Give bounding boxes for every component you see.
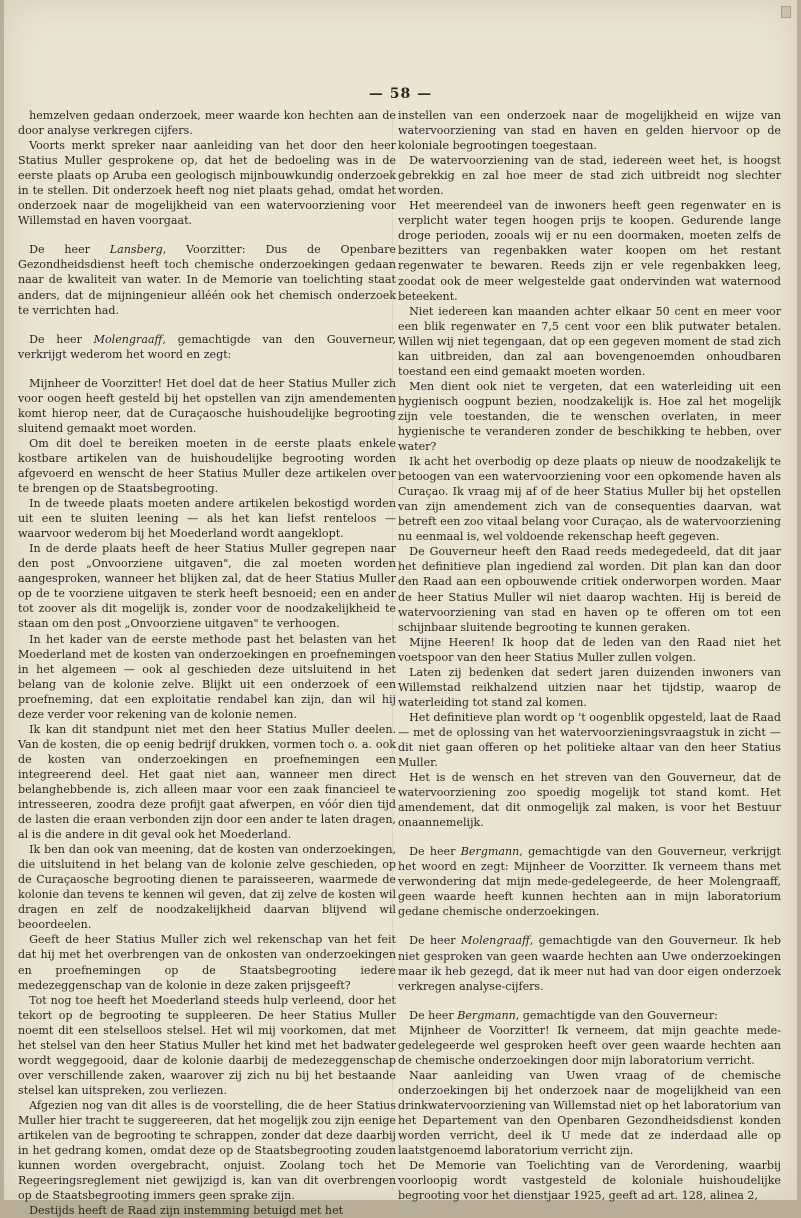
right-column xyxy=(398,108,781,1203)
paragraph xyxy=(18,138,396,228)
paragraph-text: Voorts merkt spreker naar aanleiding van het door den heer Statius Muller gesprokene op, dat het de bedoeling was in de eerste plaats op Aruba een geologisch mijnbouwkundig onderzoek in te stellen. Dit onderzoek heeft nog niet plaats gehad, omdat het onderzoek naar de mogelijkheid van een watervoorziening voor Willemstad en haven voorgaat. xyxy=(18,139,396,228)
paragraph-text: In het kader van de eerste methode past het belasten van het Moederland met de kosten van onderzoekingen en proefnemingen in het algemeen — ook al geschieden deze uitsluitend in het belang van de kolonie zelve. Blijkt uit een onderzoek of een proefneming, dat een exploitatie rendabel kan zijn, dan wil hij deze verder voor rekening van de kolonie nemen. xyxy=(18,632,396,721)
paragraph xyxy=(398,844,781,919)
paragraph xyxy=(18,993,396,1098)
paragraph xyxy=(18,376,396,436)
paragraph xyxy=(398,1158,781,1203)
paragraph xyxy=(398,1068,781,1158)
paragraph-text: De watervoorziening van de stad, iedereen weet het, is hoogst gebrekkig en zal hoe meer de stad zich uitbreidt nog slechter worden. xyxy=(398,154,781,198)
paragraph-text: Men dient ook niet te vergeten, dat een waterleiding uit een hygienisch oogpunt bezien, noodzakelijk is. Hoe zal het mogelijk zijn vele toestanden, die te wenschen overlaten, in meer hygienische te veranderen zonder de beschikking te hebben, over water? xyxy=(398,379,781,454)
paragraph xyxy=(18,541,396,631)
paragraph-text: In de derde plaats heeft de heer Statius Muller gegrepen naar den post „Onvoorziene uitgaven", die zal moeten worden aangesproken, wanneer het blijken zal, dat de heer Statius Muller op de te voorziene uitgaven te sterk heeft besnoeid; een en ander tot zoover als dit mogelijk is, zonder voor de noodzakelijkheid te staan om den post „Onvoorziene uitgaven" te verhoogen. xyxy=(18,542,396,631)
paragraph xyxy=(398,665,781,710)
paragraph xyxy=(398,198,781,303)
paragraph xyxy=(398,153,781,198)
paragraph-text: Destijds heeft de Raad zijn instemming betuigd met het xyxy=(29,1204,344,1218)
paragraph-text: , Voorzitter: Dus de Openbare Gezondheidsdienst heeft toch chemische onderzoekingen gedaan naar de kwaliteit van water. In de Memorie van toelichting staat anders, dat de mijningenieur alléén ook het chemisch onderzoek te verrichten had. xyxy=(18,243,396,317)
paragraph-text: , gemachtigde van den Gouverneur: xyxy=(515,1008,718,1022)
paragraph xyxy=(18,332,396,362)
paragraph xyxy=(398,1023,781,1068)
paragraph-text: , gemachtigde van den Gouverneur, verkrijgt wederom het woord en zegt: xyxy=(18,332,396,361)
left-column xyxy=(18,108,396,1218)
paragraph xyxy=(398,770,781,830)
page-tab-mark xyxy=(781,6,791,18)
paragraph-text: Ik kan dit standpunt niet met den heer Statius Muller deelen. Van de kosten, die op eenig bedrijf drukken, vormen toch o. a. ook de kosten van onderzoekingen en proefnemingen een integreerend deel. Het gaat niet aan, wanneer men direct belanghebbende is, zich alleen maar voor een zaak financieel te intresseeren, zoodra deze profijt gaat afwerpen, en vóór dien tijd de lasten die eraan verbonden zijn door een ander te laten dragen, al is die andere in dit geval ook het Moederland. xyxy=(18,722,396,842)
paragraph xyxy=(18,722,396,842)
paragraph xyxy=(18,242,396,317)
paragraph-text: Geeft de heer Statius Muller zich wel rekenschap van het feit dat hij met het overbrengen van de onkosten van onderzoekingen en proefnemingen op de Staatsbegrooting iedere medezeggenschap van de kolonie in deze zaken prijsgeeft? xyxy=(18,933,396,992)
paragraph-text: , gemachtigde van den Gouverneur, verkrijgt het woord en zegt: Mijnheer de Voorzitter. Ik verneem thans met verwondering dat mijn mede-gedelegeerde, de heer Molengraaff, geen waarde heeft kunnen hechten aan in mijn laboratorium gedane chemische onderzoekingen. xyxy=(398,845,781,919)
paragraph xyxy=(398,304,781,379)
paragraph xyxy=(18,932,396,992)
paragraph xyxy=(18,632,396,722)
paragraph-text: In de tweede plaats moeten andere artikelen bekostigd worden uit een te sluiten leening — als het kan liefst renteloos — waarvoor wederom bij het Moederland wordt aangeklopt. xyxy=(18,497,396,541)
paragraph-text: Mijne Heeren! Ik hoop dat de leden van den Raad niet het voetspoor van den heer Statius Muller zullen volgen. xyxy=(398,635,781,664)
paragraph-text: Niet iedereen kan maanden achter elkaar 50 cent en meer voor een blik regenwater en 7,5 cent voor een blik putwater betalen. Willen wij niet tegengaan, dat op een gegeven moment de stad zich kan uitbreiden, dan zal aan bovengenoemden onhoudbaren toestand een eind gemaakt moeten worden. xyxy=(398,304,781,378)
paragraph-text: Ik ben dan ook van meening, dat de kosten van onderzoekingen, die uitsluitend in het belang van de kolonie zelve geschieden, op de Curaçaosche begrooting dienen te paraisseeren, waarmede de kolonie dan tevens te kennen wil geven, dat zij zelve de kosten wil dragen en zelf de noodzakelijkheid daarvan blijvend wil beoordeelen. xyxy=(18,843,396,932)
paragraph-text: Mijnheer de Voorzitter! Ik verneem, dat mijn geachte mede-gedelegeerde wel gesproken heeft over geen waarde hechten aan de chemische onderzoekingen door mijn laboratorium verricht. xyxy=(398,1023,781,1067)
paragraph-text: Afgezien nog van dit alles is de voorstelling, die de heer Statius Muller hier tracht te suggereeren, dat het mogelijk zou zijn eenige artikelen van de begrooting te schrappen, zonder dat deze daarbij in het gedrang komen, omdat deze op de Staatsbegrooting zouden kunnen worden overgebracht, onjuist. Zoolang toch het Regeeringsreglement niet gewijzigd is, kan van dit overbrengen op de Staatsbegrooting immers geen sprake zijn. xyxy=(18,1098,396,1203)
paragraph-text: , gemachtigde van den Gouverneur. Ik heb niet gesproken van geen waarde hechten aan Uwe onderzoekingen maar ik heb gezegd, dat ik meer nut had van door eigen onderzoek verkregen analyse-cijfers. xyxy=(398,934,781,993)
paragraph xyxy=(18,842,396,932)
speaker-name: De heer Lansberg xyxy=(29,243,163,257)
paragraph-text: De Memorie van Toelichting van de Verordening, waarbij voorloopig wordt vastgesteld de koloniale huishoudelijke begrooting voor het dienstjaar 1925, geeft ad art. 128, alinea 2, xyxy=(398,1159,781,1203)
paragraph xyxy=(18,436,396,496)
paragraph-text: hemzelven gedaan onderzoek, meer waarde kon hechten aan de door analyse verkregen cijfers. xyxy=(18,109,396,138)
paragraph xyxy=(398,710,781,770)
speaker-name: De heer Molengraaff xyxy=(409,934,530,948)
paragraph xyxy=(18,1203,396,1218)
speaker-name: De heer Bergmann xyxy=(409,845,520,859)
speaker-name: De heer Bergmann xyxy=(409,1008,516,1022)
paragraph-text: Om dit doel te bereiken moeten in de eerste plaats enkele kostbare artikelen van de huishoudelijke begrooting worden afgevoerd en wenscht de heer Statius Muller deze artikelen over te brengen op de Staatsbegrooting. xyxy=(18,436,396,496)
paragraph-text: Mijnheer de Voorzitter! Het doel dat de heer Statius Muller zich voor oogen heeft gesteld bij het opstellen van zijn amendementen komt hierop neer, dat de Curaçaosche huishoudelijke begrooting sluitend gemaakt moet worden. xyxy=(18,376,396,435)
page-number: — 58 — xyxy=(368,86,433,102)
paragraph xyxy=(18,108,396,138)
speaker-name: De heer Molengraaff xyxy=(29,332,163,346)
paragraph-text: Het definitieve plan wordt op 't oogenblik opgesteld, laat de Raad — met de oplossing van het watervoorzieningsvraagstuk in zicht — dit niet gaan offeren op het politieke altaar van den heer Statius Muller. xyxy=(398,710,781,770)
paragraph-text: Laten zij bedenken dat sedert jaren duizenden inwoners van Willemstad reikhalzend uitzien naar het tijdstip, waarop de waterleiding tot stand zal komen. xyxy=(398,665,781,709)
paragraph xyxy=(398,108,781,153)
paragraph-text: instellen van een onderzoek naar de mogelijkheid en wijze van watervoorziening van stad en haven en gelden hiervoor op de koloniale begrootingen toegestaan. xyxy=(398,109,781,153)
paragraph xyxy=(18,496,396,541)
paragraph-text: Naar aanleiding van Uwen vraag of de chemische onderzoekingen bij het onderzoek naar de mogelijkheid van een drinkwatervoorziening van Willemstad niet op het laboratorium van het Departement van den Openbaren Gezondheidsdienst konden worden verricht, deel ik U mede dat ze inderdaad alle op laatstgenoemd laboratorium verricht zijn. xyxy=(398,1068,781,1158)
column-divider xyxy=(392,110,393,1190)
paragraph-text: Het meerendeel van de inwoners heeft geen regenwater en is verplicht water tegen hoogen prijs te koopen. Gedurende lange droge perioden, zooals wij er nu een doormaken, moeten zelfs de bezitters van regenbakken water koopen om het restant regenwater te bewaren. Reeds zijn er vele regenbakken leeg, zoodat ook de meer welgestelde gaat ondervinden wat waternood beteekent. xyxy=(398,199,781,303)
paragraph xyxy=(398,635,781,665)
document-page xyxy=(4,0,797,1218)
paragraph-text: Ik acht het overbodig op deze plaats op nieuw de noodzakelijk te betoogen van een watervoorziening voor een opkomende haven als Curaçao. Ik vraag mij af of de heer Statius Muller bij het opstellen van zijn amendement zich van de consequenties daarvan, wat betreft een zoo vitaal belang voor Curaçao, als de watervoorziening nu eenmaal is, wel voldoende rekenschap heeft gegeven. xyxy=(398,455,781,544)
paragraph xyxy=(18,1098,396,1203)
paragraph-text: Tot nog toe heeft het Moederland steeds hulp verleend, door het tekort op de begrooting te suppleeren. De heer Statius Muller noemt dit een stelselloos stelsel. Het wil mij voorkomen, dat met het stelsel van den heer Statius Muller het kind met het badwater wordt weggegooid, daar de kolonie daarbij de medezeggenschap over verschillende zaken, waarover zij zich nu bij het bestaande stelsel kan uitspreken, zou verliezen. xyxy=(18,993,396,1097)
paragraph-text: Het is de wensch en het streven van den Gouverneur, dat de watervoorziening zoo spoedig mogelijk tot stand komt. Het amendement, dat dit onmogelijk zal maken, is voor het Bestuur onaannemelijk. xyxy=(398,771,781,830)
paragraph xyxy=(398,379,781,454)
paragraph xyxy=(398,544,781,634)
paragraph xyxy=(398,1008,781,1023)
paragraph-text: De Gouverneur heeft den Raad reeds medegedeeld, dat dit jaar het definitieve plan ingediend zal worden. Dit plan kan dan door den Raad aan een opbouwende critiek onderworpen worden. Maar de heer Statius Muller wil niet daarop wachten. Hij is bereid de watervoorziening van stad en haven op te offeren om tot een schijnbaar sluitende begrooting te kunnen geraken. xyxy=(398,545,781,634)
paragraph xyxy=(398,454,781,544)
paragraph xyxy=(398,933,781,993)
